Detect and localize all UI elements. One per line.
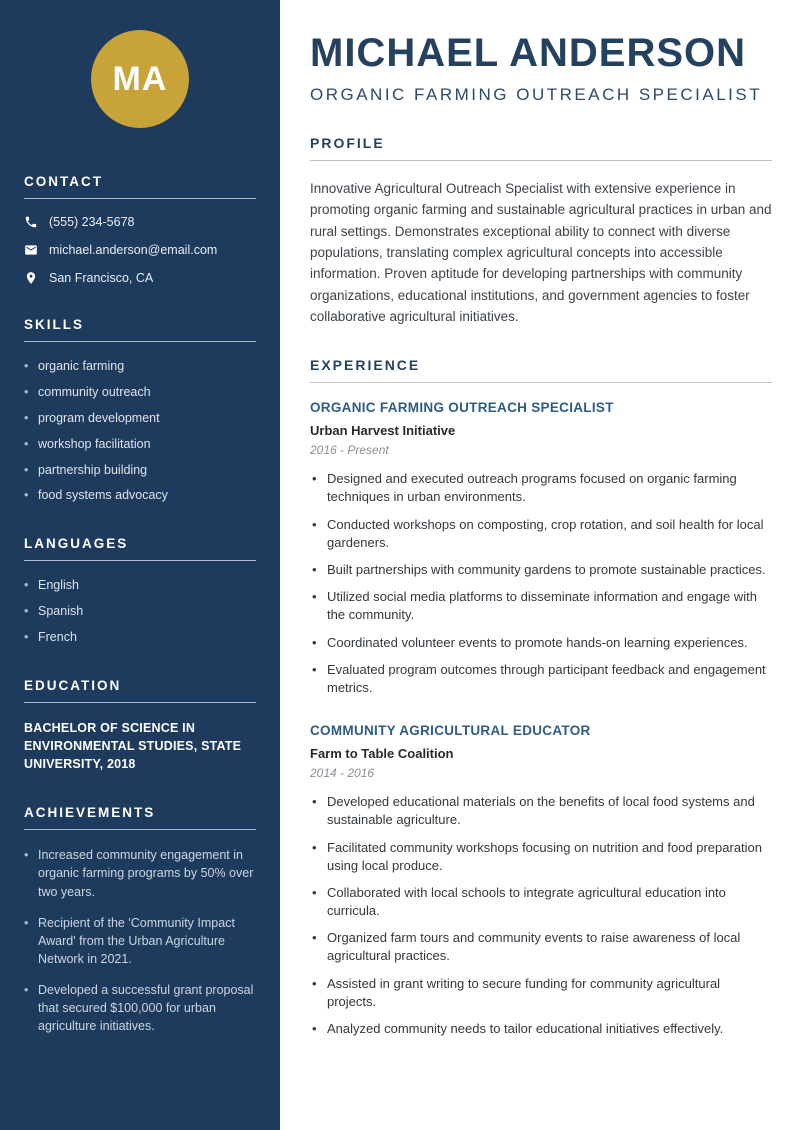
experience-job-2	[310, 723, 772, 1038]
languages-divider	[24, 560, 256, 561]
profile-divider	[310, 160, 772, 161]
experience-bullet: • Organized farm tours and community events to raise awareness of local agricultural practices.	[310, 929, 772, 965]
experience-bullet: • Conducted workshops on composting, crop rotation, and soil health for local gardeners.	[310, 516, 772, 552]
experience-bullet: • Facilitated community workshops focusing on nutrition and food preparation using local produce.	[310, 839, 772, 875]
location-icon	[24, 271, 38, 285]
candidate-title: ORGANIC FARMING OUTREACH SPECIALIST	[310, 85, 763, 104]
languages-list	[24, 577, 256, 646]
job-dates: 2016 - Present	[310, 443, 389, 458]
experience-job-1	[310, 400, 772, 697]
profile-section	[310, 135, 772, 327]
experience-bullet: • Developed educational materials on the benefits of local food systems and sustainable agriculture.	[310, 793, 772, 829]
achievement-item: • Recipient of the 'Community Impact Award' from the Urban Agriculture Network in 2021.	[24, 914, 256, 968]
profile-text: Innovative Agricultural Outreach Specialist with extensive experience in promoting organic farming and sustainable agricultural practices in urban and rural settings. Demonstrates exceptional ability to connect with diverse populations, translating complex agricultural concepts into accessible information. Proven aptitude for developing partnerships with community organizations, educational institutions, and government agencies to foster collaborative agricultural initiatives.	[310, 181, 772, 324]
education-degree: BACHELOR OF SCIENCE IN ENVIRONMENTAL STUDIES, STATE UNIVERSITY, 2018	[24, 720, 242, 772]
experience-bullet: • Built partnerships with community gardens to promote sustainable practices.	[310, 561, 772, 579]
candidate-name: MICHAEL ANDERSON	[310, 31, 747, 75]
experience-bullet: • Evaluated program outcomes through participant feedback and engagement metrics.	[310, 661, 772, 697]
education-section	[24, 678, 256, 773]
contact-phone	[24, 215, 256, 229]
language-item: • Spanish	[24, 603, 256, 620]
achievements-heading: ACHIEVEMENTS	[24, 805, 156, 821]
phone-icon	[24, 215, 38, 229]
achievements-section	[24, 805, 256, 1035]
experience-divider	[310, 382, 772, 383]
contact-email	[24, 243, 256, 257]
experience-heading: EXPERIENCE	[310, 357, 421, 374]
avatar: MA	[91, 30, 189, 128]
contact-location-text: San Francisco, CA	[49, 271, 154, 285]
email-icon	[24, 243, 38, 257]
experience-bullet: • Designed and executed outreach programs focused on organic farming techniques in urban environments.	[310, 470, 772, 506]
skill-item: • partnership building	[24, 462, 256, 479]
profile-heading: PROFILE	[310, 135, 385, 151]
skills-heading: SKILLS	[24, 317, 85, 332]
sidebar	[0, 0, 280, 1130]
experience-bullet: • Analyzed community needs to tailor educational initiatives effectively.	[310, 1020, 772, 1038]
job-company: Urban Harvest Initiative	[310, 423, 456, 439]
education-heading: EDUCATION	[24, 677, 122, 693]
skill-item: • workshop facilitation	[24, 436, 256, 453]
experience-bullet: • Assisted in grant writing to secure funding for community agricultural projects.	[310, 975, 772, 1011]
experience-bullet: • Coordinated volunteer events to promote hands-on learning experiences.	[310, 634, 772, 652]
skill-item: • program development	[24, 410, 256, 427]
job-company: Farm to Table Coalition	[310, 746, 454, 762]
contact-phone-text: (555) 234-5678	[49, 215, 135, 229]
education-divider	[24, 702, 256, 703]
contact-section	[24, 174, 256, 285]
skill-item: • food systems advocacy	[24, 487, 256, 504]
achievement-item: • Developed a successful grant proposal that secured $100,000 for urban agriculture initiatives.	[24, 981, 256, 1035]
achievement-item: • Increased community engagement in organic farming programs by 50% over two years.	[24, 846, 256, 900]
job-bullets	[310, 470, 772, 697]
contact-heading: CONTACT	[24, 174, 103, 189]
skill-item: • community outreach	[24, 384, 256, 401]
contact-email-text: michael.anderson@email.com	[49, 243, 218, 257]
skills-section	[24, 317, 256, 504]
contact-location	[24, 271, 256, 285]
experience-section	[310, 357, 772, 1038]
skills-list	[24, 358, 256, 504]
main-content	[280, 0, 800, 1130]
achievements-list	[24, 846, 256, 1035]
job-title: ORGANIC FARMING OUTREACH SPECIALIST	[310, 400, 614, 416]
languages-section	[24, 536, 256, 646]
experience-bullet: • Utilized social media platforms to disseminate information and engage with the community.	[310, 588, 772, 624]
languages-heading: LANGUAGES	[24, 536, 129, 552]
contact-divider	[24, 198, 256, 199]
skill-item: • organic farming	[24, 358, 256, 375]
language-item: • French	[24, 629, 256, 646]
avatar-container	[24, 30, 256, 128]
job-bullets	[310, 793, 772, 1038]
skills-divider	[24, 341, 256, 342]
job-dates: 2014 - 2016	[310, 766, 375, 781]
language-item: • English	[24, 577, 256, 594]
job-title: COMMUNITY AGRICULTURAL EDUCATOR	[310, 723, 591, 739]
experience-bullet: • Collaborated with local schools to integrate agricultural education into curricula.	[310, 884, 772, 920]
achievements-divider	[24, 829, 256, 830]
